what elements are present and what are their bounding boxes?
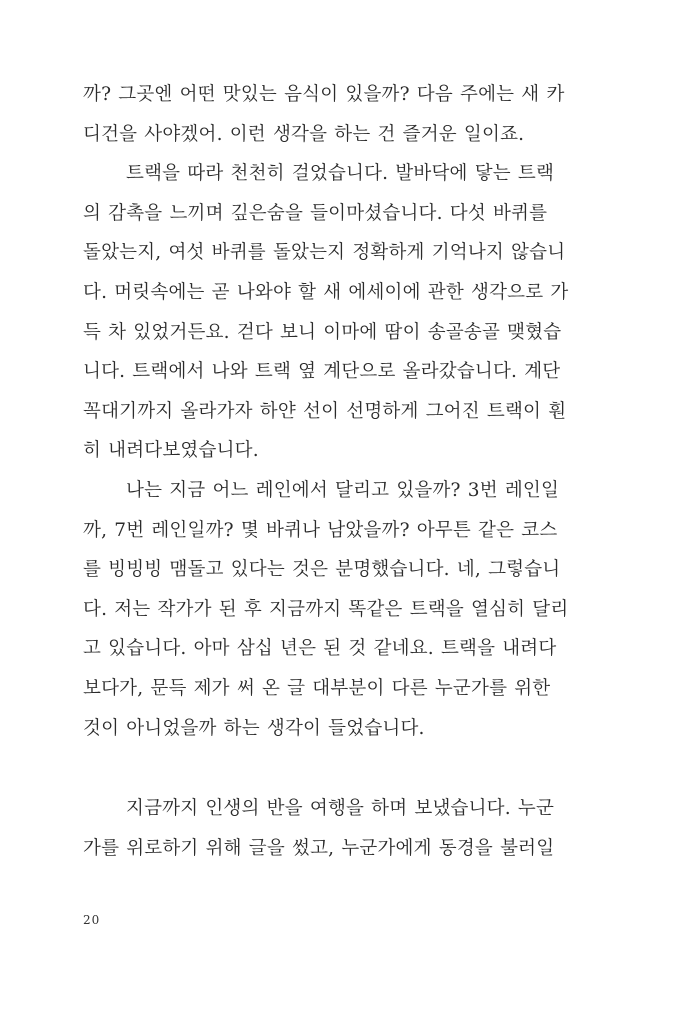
text-line: 의 감촉을 느끼며 깊은숨을 들이마셨습니다. 다섯 바퀴를 bbox=[83, 202, 548, 224]
text-line: 다. 머릿속에는 곧 나와야 할 새 에세이에 관한 생각으로 가 bbox=[83, 281, 569, 303]
text-line: 고 있습니다. 아마 삼십 년은 된 것 같네요. 트랙을 내려다 bbox=[83, 638, 557, 660]
section-break bbox=[83, 748, 545, 789]
text-line: 디건을 사야겠어. 이런 생각을 하는 건 즐거운 일이죠. bbox=[83, 123, 525, 145]
text-line: 를 빙빙빙 맴돌고 있다는 것은 분명했습니다. 네, 그렇습니 bbox=[83, 559, 561, 581]
page-number: 20 bbox=[83, 913, 101, 927]
text-line: 득 차 있었거든요. 걷다 보니 이마에 땀이 송골송골 맺혔습 bbox=[83, 321, 562, 343]
text-line: 것이 아니었을까 하는 생각이 들었습니다. bbox=[83, 717, 425, 739]
text-line: 까, 7번 레인일까? 몇 바퀴나 남았을까? 아무튼 같은 코스 bbox=[83, 519, 558, 541]
paragraph-3 bbox=[83, 471, 569, 748]
text-line: 보다가, 문득 제가 써 온 글 대부분이 다른 누군가를 위한 bbox=[83, 677, 551, 699]
text-line: 까? 그곳엔 어떤 맛있는 음식이 있을까? 다음 주에는 새 카 bbox=[83, 84, 565, 105]
text-line: 니다. 트랙에서 나와 트랙 옆 계단으로 올라갔습니다. 계단 bbox=[83, 361, 561, 383]
paragraph-4 bbox=[83, 789, 555, 868]
text-line: 꼭대기까지 올라가자 하얀 선이 선명하게 그어진 트랙이 훤 bbox=[83, 400, 567, 422]
text-line: 가를 위로하기 위해 글을 썼고, 누군가에게 동경을 불러일 bbox=[83, 837, 555, 859]
text-line: 나는 지금 어느 레인에서 달리고 있을까? 3번 레인일 bbox=[126, 479, 560, 501]
body-text bbox=[83, 75, 569, 868]
text-line: 히 내려다보였습니다. bbox=[83, 440, 259, 462]
text-line: 트랙을 따라 천천히 걸었습니다. 발바닥에 닿는 트랙 bbox=[126, 163, 555, 185]
text-line: 돌았는지, 여섯 바퀴를 돌았는지 정확하게 기억나지 않습니 bbox=[83, 242, 566, 264]
text-line: 지금까지 인생의 반을 여행을 하며 보냈습니다. 누군 bbox=[126, 798, 555, 820]
paragraph-2 bbox=[83, 154, 569, 471]
text-line: 다. 저는 작가가 된 후 지금까지 똑같은 트랙을 열심히 달리 bbox=[83, 598, 569, 620]
paragraph-1 bbox=[83, 75, 565, 154]
